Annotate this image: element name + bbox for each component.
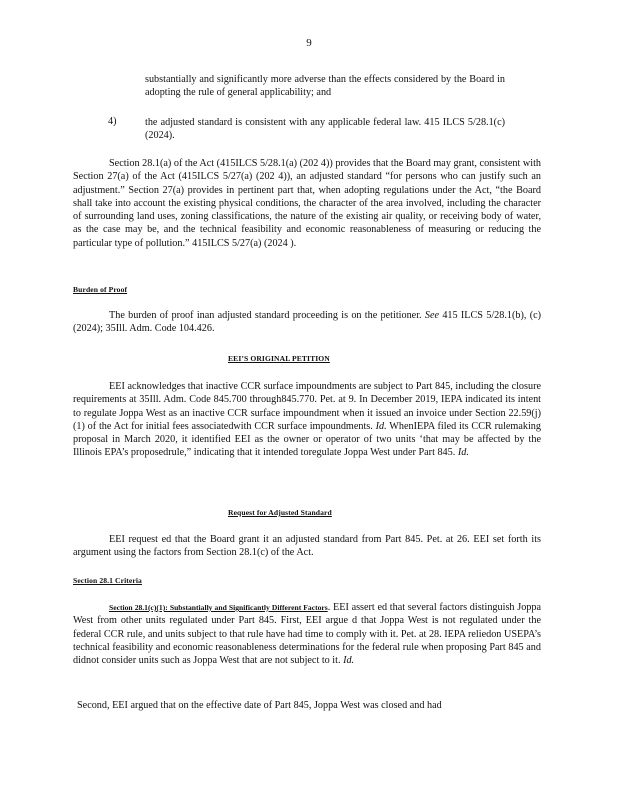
heading-section-criteria [73, 576, 178, 585]
heading-request-adjusted-standard: Request for Adjusted Standard [228, 508, 332, 517]
paragraph-section-28-1: Section 28.1(a) of the Act (415ILCS 5/28.1(a) (202 4)) provides that the Board may grant, consistent with Section 27(a) of the Act (415ILCS 5/27(a) (202 4)), an adjusted standard “for persons who can justify such an adjustment.” Section 27(a) provides in pertinent part that, when adopting regulations under the Act, “the Board shall take into account the existing physical conditions, the character of the area involved, including the character of surrounding land uses, zoning classifications, the nature of the existing air quality, or receiving body of water, as the case may be, and the technical feasibility and economic reasonableness of measuring or reducing the particular type of pollution.” 415ILCS 5/27(a) (2024 ). [73, 158, 541, 249]
item-4-number: 4) [108, 116, 117, 127]
heading-criteria-text: Section 28.1 Criteria [73, 576, 142, 585]
petition-id-2: Id. [457, 447, 469, 459]
paragraph-burden [73, 309, 541, 336]
heading-burden-text: Burden of Proof [73, 285, 128, 294]
item-3-continuation: substantially and significantly more adverse than the effects considered by the Board in adopting the rule of general applicability; and [145, 74, 505, 99]
burden-text-b: 415 ILCS 5/28.1(b), (c) (2024); 35Ill. Adm. Code 104.426. [73, 310, 542, 335]
petition-text-b: WhenIEPA filed its CCR rulemaking proposal in March 2020, it identified EEI as the owner or operator of two units ‘that may be affected by the Illinois EPA’s proposedrule,” indicating that it intended toregulate Joppa West under Part 845. [73, 420, 541, 459]
paragraph-request: EEI request ed that the Board grant it an adjusted standard from Part 845. Pet. at 26. EEI set forth its argument using the factors from Section 28.1(c) of the Act. [73, 534, 541, 559]
burden-see-signal: See [424, 310, 440, 321]
criteria-text: EEI assert ed that several factors distinguish Joppa West from other units regulated under Part 845. First, EEI argue d that Joppa West is not regulated under the federal CCR rule, and units subject to that rule have had time to comply with it. Pet. at 28. IEPA reliedon USEPA’s technical feasibility and economic reasonableness determinations for the federal rule when proposing Part 845 and didnot consider units such as Joppa West that are not subject to it. [73, 602, 541, 667]
criteria-id: Id. [343, 655, 355, 667]
heading-burden-of-proof [73, 285, 157, 294]
item-4-text: the adjusted standard is consistent with any applicable federal law. 415 ILCS 5/28.1(c) (2024). [145, 117, 505, 142]
heading-original-petition: EEI’S ORIGINAL PETITION [228, 354, 330, 363]
page-number: 9 [306, 37, 312, 49]
burden-text-a: The burden of proof inan adjusted standard proceeding is on the petitioner. [109, 310, 422, 321]
paragraph-second: Second, EEI argued that on the effective date of Part 845, Joppa West was closed and had [77, 700, 442, 711]
paragraph-criteria: Section 28.1(c)(1): Substantially and Significantly Different Factors. EEI assert ed that several factors distinguish Joppa West from other units regulated under Part 845. First, EEI argue d that Joppa West is not regulated under the federal CCR rule, and units subject to that rule have had time to comply with it. Pet. at 28. IEPA reliedon USEPA’s technical feasibility and economic reasonableness determinations for the federal rule when proposing Part 845 and didnot consider units such as Joppa West that are not subject to it. Id. [73, 602, 541, 667]
petition-text-a: EEI acknowledges that inactive CCR surface impoundments are subject to Part 845, including the closure requirements at 35Ill. Adm. Code 845.700 through845.770. Pet. at 9. In December 2019, IEPA indicated its intent to regulate Joppa West as an inactive CCR surface impoundment when it issued an invoice under Section 22.59(j)(1) of the Act for initial fees associatedwith CCR surface impoundments. [73, 381, 541, 432]
petition-id-1: Id. [375, 420, 387, 432]
paragraph-petition [73, 380, 541, 460]
criteria-subheading: Section 28.1(c)(1): Substantially and Significantly Different Factors [109, 603, 328, 612]
